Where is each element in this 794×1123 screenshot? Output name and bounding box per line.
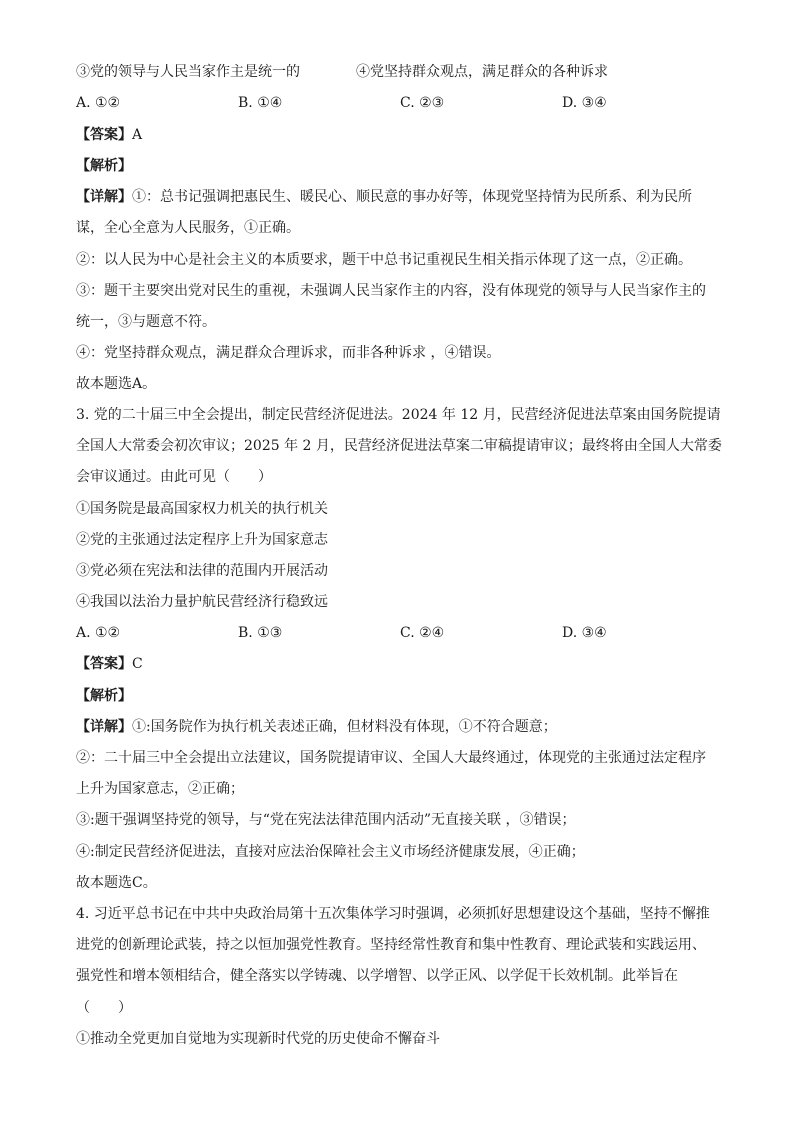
q4-stem-3: 强党性和增本领相结合，健全落实以学铸魂、以学增智、以学正风、以学促干长效机制。此举旨在 <box>76 968 678 984</box>
q2-statement-4: ④党坚持群众观点，满足群众的各种诉求 <box>356 64 608 80</box>
q2-detail-4: ④：党坚持群众观点，满足群众合理诉求，而非各种诉求 ，④错误。 <box>76 345 501 361</box>
detail-label: 【详解】 <box>76 189 132 205</box>
q2-option-a: A. ①② <box>76 95 121 111</box>
q3-analysis-label: 【解析】 <box>76 688 132 704</box>
q4-stem-2: 进党的创新理论武装，持之以恒加强党性教育。坚持经常性教育和集中性教育、理论武装和实践运用、 <box>76 937 706 953</box>
q2-analysis-label: 【解析】 <box>76 158 132 174</box>
q2-option-c: C. ②③ <box>400 95 445 111</box>
answer-label: 【答案】 <box>76 127 132 143</box>
q2-answer <box>76 125 142 145</box>
answer-value: C <box>132 656 143 672</box>
q3-option-c: C. ②④ <box>400 625 445 641</box>
detail-text: ①：总书记强调把惠民生、暖民心、顺民意的事办好等，体现党坚持情为民所系、利为民所 <box>132 189 692 205</box>
q3-answer <box>76 654 143 674</box>
q2-conclusion: 故本题选A。 <box>76 376 157 392</box>
q4-statement-1: ①推动全党更加自觉地为实现新时代党的历史使命不懈奋斗 <box>76 1031 440 1047</box>
q2-detail-1-cont: 谋，全心全意为人民服务，①正确。 <box>76 220 300 236</box>
detail-text: ①:国务院作为执行机关表述正确，但材料没有体现，①不符合题意； <box>132 719 557 735</box>
q3-option-d: D. ③④ <box>562 625 607 641</box>
q3-stem-3: 会审议通过。由此可见（ ） <box>76 469 272 485</box>
q3-statement-4: ④我国以法治力量护航民营经济行稳致远 <box>76 594 328 610</box>
q2-detail-3: ③：题干主要突出党对民生的重视，未强调人民当家作主的内容，没有体现党的领导与人民当家作主的 <box>76 283 706 299</box>
q3-detail-4: ④:制定民营经济促进法，直接对应法治保障社会主义市场经济健康发展，④正确； <box>76 844 585 860</box>
q2-detail-1 <box>76 187 692 207</box>
q3-statement-2: ②党的主张通过法定程序上升为国家意志 <box>76 532 328 548</box>
q3-statement-3: ③党必须在宪法和法律的范围内开展活动 <box>76 563 328 579</box>
q2-option-b: B. ①④ <box>238 95 283 111</box>
q2-option-d: D. ③④ <box>562 95 607 111</box>
q2-detail-2: ②：以人民为中心是社会主义的本质要求，题干中总书记重视民生相关指示体现了这一点，②正确。 <box>76 252 692 268</box>
q2-detail-3-cont: 统一，③与题意不符。 <box>76 314 216 330</box>
answer-label: 【答案】 <box>76 656 132 672</box>
q2-statement-3: ③党的领导与人民当家作主是统一的 <box>76 64 300 80</box>
answer-value: A <box>132 127 143 143</box>
q4-stem-1: 4. 习近平总书记在中共中央政治局第十五次集体学习时强调，必须抓好思想建设这个基础，坚持不懈推 <box>76 906 710 922</box>
q3-detail-3: ③:题干强调坚持党的领导，与“党在宪法法律范围内活动”无直接关联 ，③错误； <box>76 812 576 828</box>
q3-option-a: A. ①② <box>76 625 121 641</box>
q3-stem-1: 3. 党的二十届三中全会提出，制定民营经济促进法。2024 年 12 月，民营经济促进法草案由国务院提请 <box>76 407 721 423</box>
q3-option-b: B. ①③ <box>238 625 283 641</box>
q4-stem-4: （ ） <box>76 1000 132 1016</box>
q3-detail-2: ②：二十届三中全会提出立法建议，国务院提请审议、全国人大最终通过，体现党的主张通过法定程序 <box>76 750 706 766</box>
q3-statement-1: ①国务院是最高国家权力机关的执行机关 <box>76 501 328 517</box>
q3-conclusion: 故本题选C。 <box>76 875 157 891</box>
q3-stem-2: 全国人大常委会初次审议；2025 年 2 月，民营经济促进法草案二审稿提请审议；最终将由全国人大常委 <box>76 438 722 454</box>
q3-detail-1 <box>76 717 557 737</box>
detail-label: 【详解】 <box>76 719 132 735</box>
q3-detail-2-cont: 上升为国家意志，②正确； <box>76 781 244 797</box>
